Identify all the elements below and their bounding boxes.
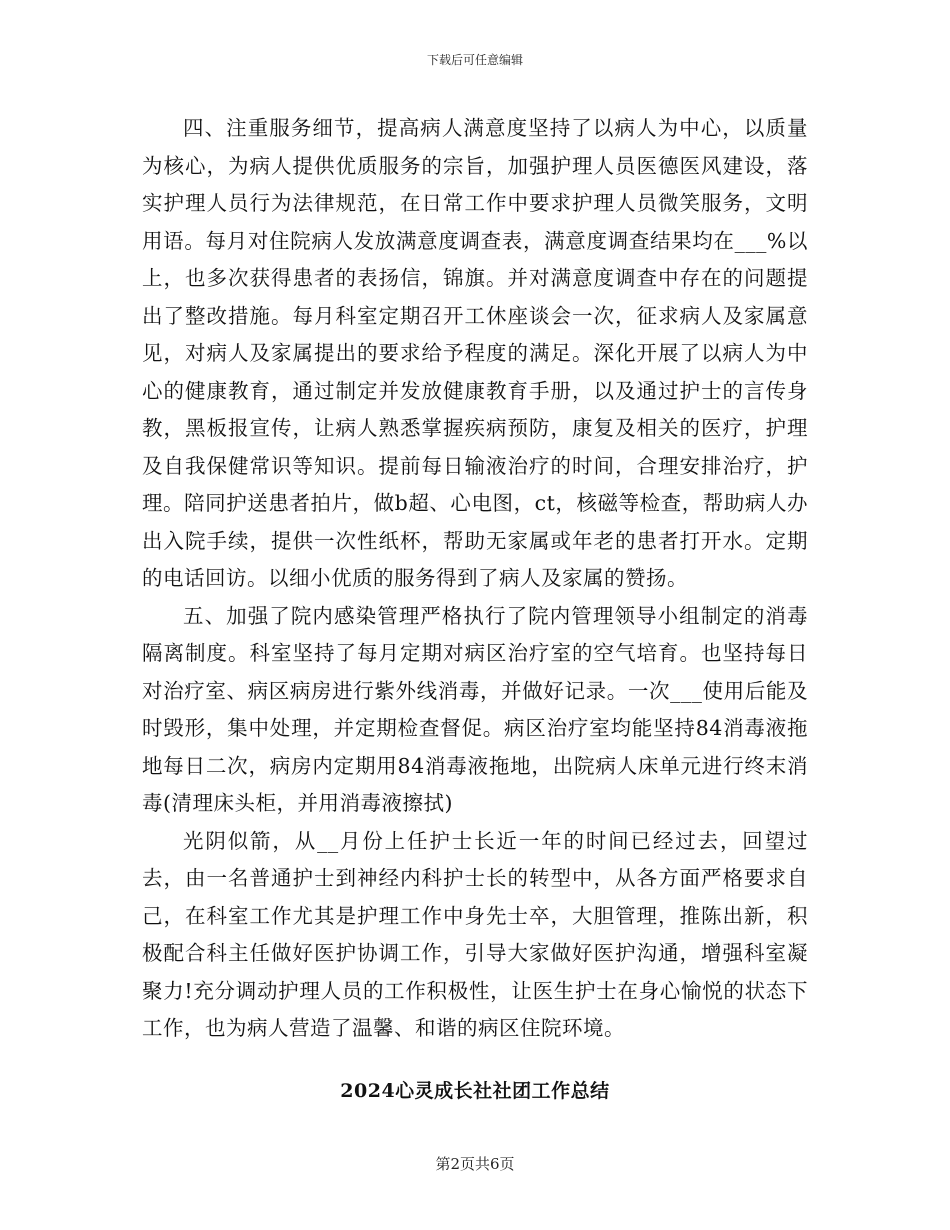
page-footer: 第2页共6页 (435, 1155, 515, 1173)
paragraph-service-details: 四、注重服务细节，提高病人满意度坚持了以病人为中心，以质量为核心，为病人提供优质服务的宗旨，加强护理人员医德医风建设，落实护理人员行为法律规范，在日常工作中要求护理人员微笑服务，文明用语。每月对住院病人发放满意度调查表，满意度调查结果均在___%以上，也多次获得患者的表扬信，锦旗。并对满意度调查中存在的问题提出了整改措施。每月科室定期召开工休座谈会一次，征求病人及家属意见，对病人及家属提出的要求给予程度的满足。深化开展了以病人为中心的健康教育，通过制定并发放健康教育手册，以及通过护士的言传身教，黑板报宣传，让病人熟悉掌握疾病预防，康复及相关的医疗，护理及自我保健常识等知识。提前每日输液治疗的时间，合理安排治疗，护理。陪同护送患者拍片，做b超、心电图，ct，核磁等检查，帮助病人办出入院手续，提供一次性纸杯，帮助无家属或年老的患者打开水。定期的电话回访。以细小优质的服务得到了病人及家属的赞扬。 (142, 116, 808, 590)
paragraph-infection-control: 五、加强了院内感染管理严格执行了院内管理领导小组制定的消毒隔离制度。科室坚持了每月定期对病区治疗室的空气培育。也坚持每日对治疗室、病区病房进行紫外线消毒，并做好记录。一次___使用后能及时毁形，集中处理，并定期检查督促。病区治疗室均能坚持84消毒液拖地每日二次，病房内定期用84消毒液拖地，出院病人床单元进行终末消毒(清理床头柜，并用消毒液擦拭) (142, 603, 808, 815)
paragraph-reflection: 光阴似箭，从__月份上任护士长近一年的时间已经过去，回望过去，由一名普通护士到神经内科护士长的转型中，从各方面严格要求自己，在科室工作尤其是护理工作中身先士卒，大胆管理，推陈出新，积极配合科主任做好医护协调工作，引导大家做好医护沟通，增强科室凝聚力!充分调动护理人员的工作积极性，让医生护士在身心愉悦的状态下工作，也为病人营造了温馨、和谐的病区住院环境。 (142, 828, 808, 1040)
document-body (142, 110, 808, 1048)
section-title: 2024心灵成长社社团工作总结 (340, 1080, 610, 1102)
page-header: 下载后可任意编辑 (426, 53, 523, 67)
